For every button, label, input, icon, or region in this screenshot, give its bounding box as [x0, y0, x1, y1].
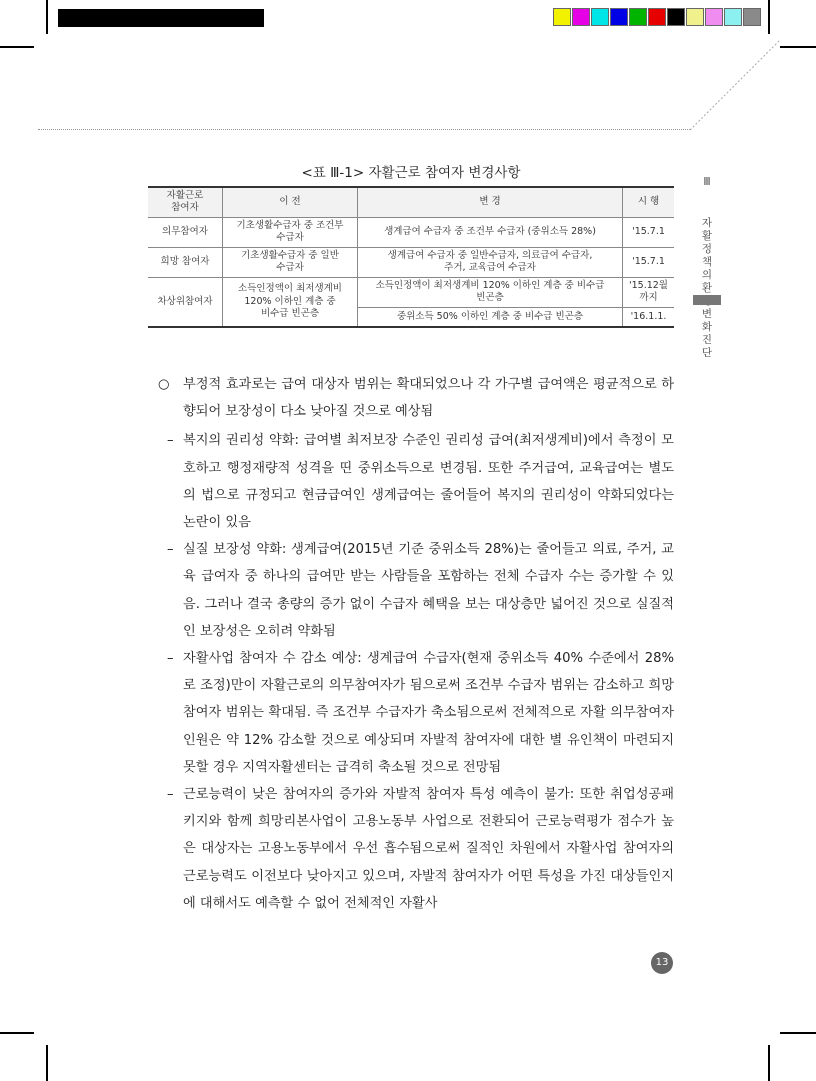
- date-cell: '15.12월 까지: [623, 277, 675, 307]
- dash-bullet: –: [167, 542, 174, 558]
- chapter-roman: Ⅲ: [703, 176, 711, 188]
- crop-mark: [768, 0, 770, 34]
- sub-item: [158, 536, 674, 645]
- date-cell: '16.1.1.: [623, 307, 675, 327]
- date-cell: '15.7.1: [623, 217, 675, 247]
- color-swatch: [686, 8, 704, 26]
- circle-bullet: ○: [158, 377, 170, 392]
- table-row: [148, 217, 674, 247]
- sub-item-text: 자활사업 참여자 수 감소 예상: 생계급여 수급자(현재 중위소득 40% 수준에서 28%로 조정)만이 자활근로의 의무참여자가 됨으로써 조건부 수급자 범위는 감소하고 희망 참여자 범위는 확대됨. 즉 조건부 수급자가 축소됨으로써 전체적으로 자활 의무참여자 인원은 약 12% 감소할 것으로 예상되며 자발적 참여자에 대한 별 유인책이 마련되지 못할 경우 지역자활센터는 급격히 축소될 것으로 전망됨: [183, 651, 674, 775]
- color-swatches: [553, 8, 762, 26]
- header-cell: 변 경: [358, 187, 623, 217]
- color-swatch: [724, 8, 742, 26]
- header-diagonal: [690, 40, 790, 132]
- crop-mark: [780, 1032, 816, 1034]
- crop-mark: [0, 1032, 34, 1034]
- dash-bullet: –: [167, 787, 174, 803]
- table-caption: <표 Ⅲ-1> 자활근로 참여자 변경사항: [301, 165, 521, 181]
- crop-mark: [0, 46, 34, 48]
- color-swatch: [553, 8, 571, 26]
- sub-item: [158, 427, 674, 536]
- after-cell: 소득인정액이 최저생계비 120% 이하인 계층 중 비수급 빈곤층: [358, 277, 623, 307]
- group-cell: 의무참여자: [148, 217, 223, 247]
- color-swatch: [591, 8, 609, 26]
- header-cell: 이 전: [223, 187, 358, 217]
- table-row: [148, 247, 674, 277]
- dash-bullet: –: [167, 651, 174, 667]
- group-cell: 희망 참여자: [148, 247, 223, 277]
- sub-item: [158, 645, 674, 781]
- registration-black-bar: [58, 9, 264, 27]
- before-cell: 소득인정액이 최저생계비 120% 이하인 계층 중 비수급 빈곤층: [223, 277, 358, 327]
- color-swatch: [743, 8, 761, 26]
- chapter-title: 자활정책의 환 변화 진단: [701, 217, 713, 359]
- header-cell: 시 행: [623, 187, 675, 217]
- participants-table: [148, 186, 674, 328]
- crop-mark: [46, 0, 48, 34]
- crop-mark: [46, 1045, 48, 1081]
- table-header-row: [148, 187, 674, 217]
- after-cell: 생계급여 수급자 중 일반수급자, 의료급여 수급자, 주거, 교육급여 수급자: [358, 247, 623, 277]
- sub-item-text: 실질 보장성 약화: 생계급여(2015년 기준 중위소득 28%)는 줄어들고 의료, 주거, 교육 급여자 중 하나의 급여만 받는 사람들을 포함하는 전체 수급자 수는 증가할 수 있음. 그러나 결국 총량의 증가 없이 수급자 혜택을 보는 대상층만 넓어진 것으로 실질적인 보장성은 오히려 약화됨: [183, 542, 674, 639]
- color-swatch: [572, 8, 590, 26]
- chapter-side-label: [697, 150, 717, 373]
- color-swatch: [705, 8, 723, 26]
- sub-item-text: 근로능력이 낮은 참여자의 증가와 자발적 참여자 특성 예측이 불가: 또한 취업성공패키지와 함께 희망리본사업이 고용노동부 사업으로 전환되어 근로능력평가 점수가 높은 대상자는 고용노동부에서 우선 흡수됨으로써 질적인 차원에서 자활사업 참여자의 근로능력도 이전보다 낮아지고 있으며, 자발적 참여자가 어떤 특성을 가진 대상들인지에 대해서도 예측할 수 없어 전체적인 자활사: [183, 787, 674, 911]
- color-swatch: [610, 8, 628, 26]
- sub-item: [158, 781, 674, 917]
- before-cell: 기초생활수급자 중 일반 수급자: [223, 247, 358, 277]
- group-cell: 차상위참여자: [148, 277, 223, 327]
- color-swatch: [667, 8, 685, 26]
- header-cell: 자활근로 참여자: [148, 187, 223, 217]
- sub-item-text: 복지의 권리성 약화: 급여별 최저보장 수준인 권리성 급여(최저생계비)에서 측정이 모호하고 행정재량적 성격을 띤 중위소득으로 변경됨. 또한 주거급여, 교육급여는 별도의 법으로 규정되고 현금급여인 생계급여는 줄어들어 복지의 권리성이 약화되었다는 논란이 있음: [183, 433, 674, 531]
- after-cell: 생계급여 수급자 중 조건부 수급자 (중위소득 28%): [358, 217, 623, 247]
- header-rule: [38, 129, 690, 130]
- crop-mark: [768, 1045, 770, 1081]
- table-row: [148, 277, 674, 307]
- date-cell: '15.7.1: [623, 247, 675, 277]
- chapter-tab-bar: [693, 295, 721, 305]
- main-paragraph-text: 부정적 효과로는 급여 대상자 범위는 확대되었으나 각 가구별 급여액은 평균적으로 하향되어 보장성이 다소 낮아질 것으로 예상됨: [183, 377, 674, 420]
- after-cell: 중위소득 50% 이하인 계층 중 비수급 빈곤층: [358, 307, 623, 327]
- main-paragraph: [158, 371, 674, 425]
- color-swatch: [629, 8, 647, 26]
- body-text: [158, 371, 674, 917]
- page-number: 13: [651, 952, 673, 974]
- dash-bullet: –: [167, 433, 174, 449]
- before-cell: 기초생활수급자 중 조건부 수급자: [223, 217, 358, 247]
- color-swatch: [648, 8, 666, 26]
